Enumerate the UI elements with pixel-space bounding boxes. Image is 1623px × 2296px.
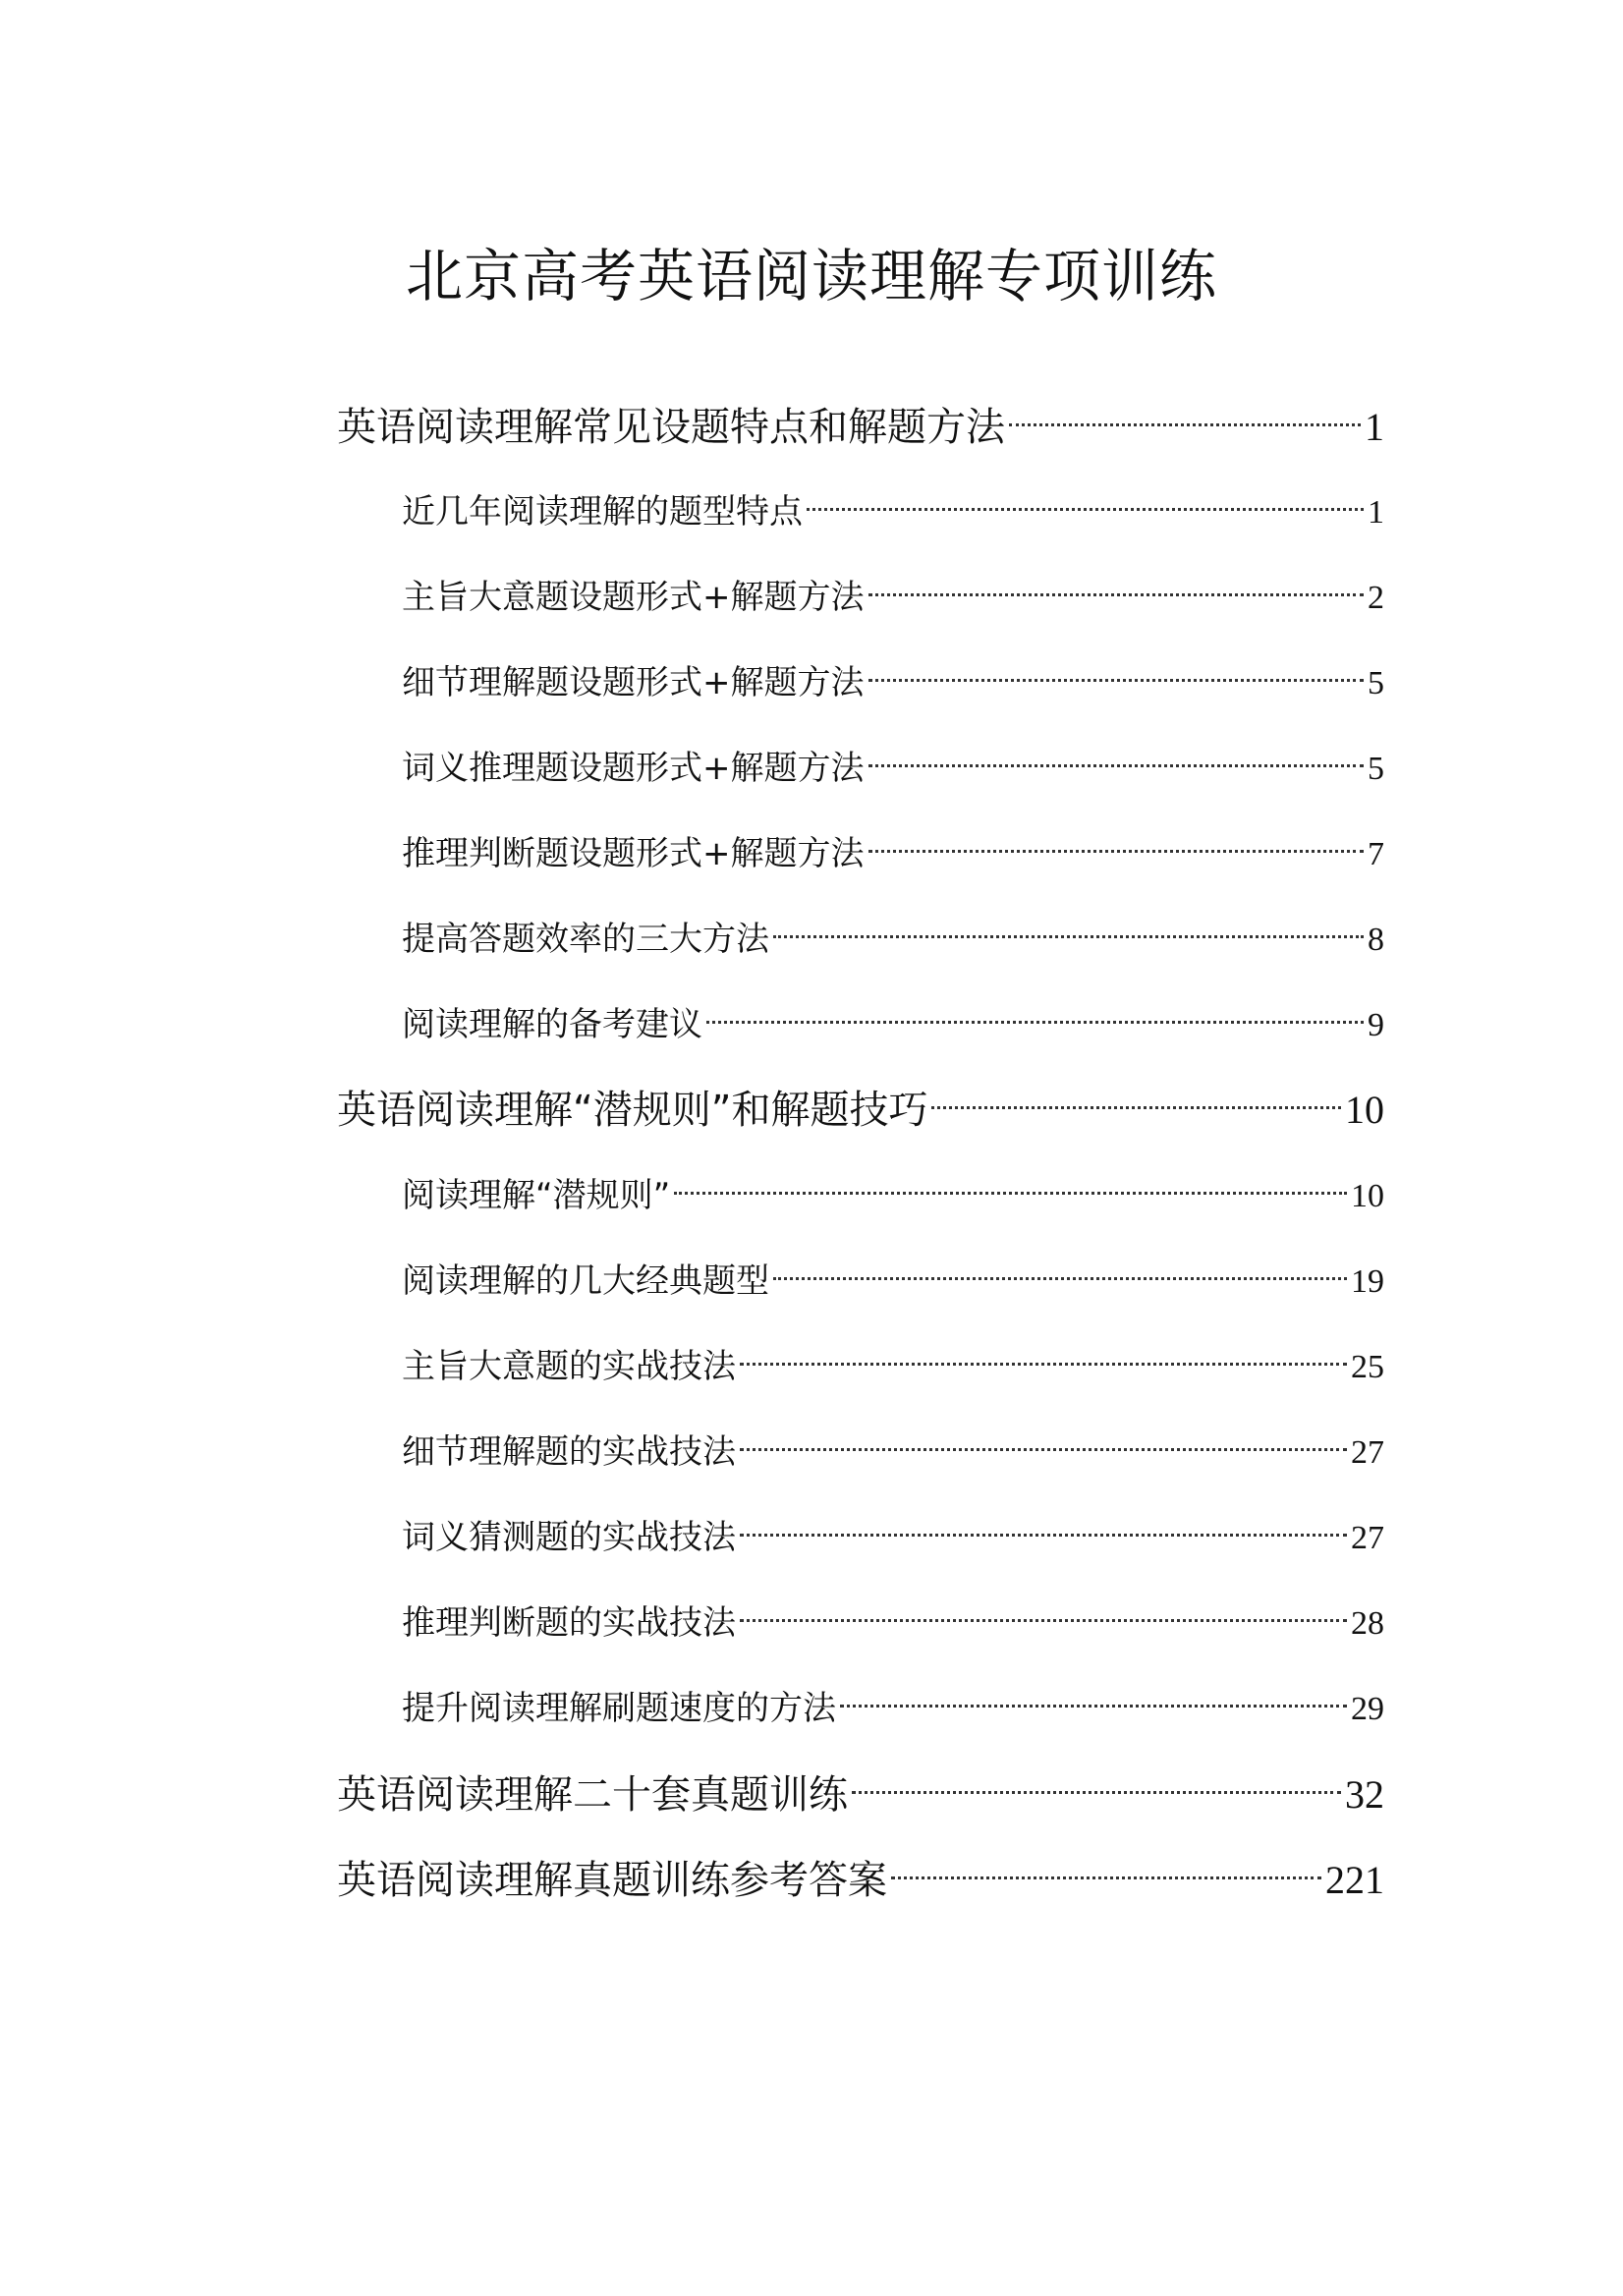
toc-dot-leader (740, 1414, 1347, 1463)
toc-page-number: 221 (1325, 1858, 1384, 1902)
toc-dot-leader (740, 1499, 1347, 1548)
toc-entry-subsection[interactable] (402, 1670, 1384, 1728)
toc-dot-leader (891, 1838, 1321, 1893)
toc-page-number: 28 (1351, 1605, 1384, 1642)
toc-entry-subsection[interactable] (402, 815, 1384, 873)
toc-entry-title: 英语阅读理解常见设题特点和解题方法 (337, 405, 1005, 450)
toc-entry-title: 近几年阅读理解的题型特点 (402, 492, 803, 532)
toc-entry-subsection[interactable] (402, 1585, 1384, 1643)
toc-entry-title: 推理判断题的实战技法 (402, 1603, 736, 1643)
toc-dot-leader (840, 1670, 1347, 1719)
toc-entry-title: 细节理解题设题形式+解题方法 (402, 663, 865, 702)
toc-entry-title: 提升阅读理解刷题速度的方法 (402, 1689, 836, 1728)
toc-entry-section[interactable] (337, 1753, 1384, 1818)
toc-entry-subsection[interactable] (402, 1328, 1384, 1386)
toc-dot-leader (931, 1068, 1341, 1123)
toc-dot-leader (674, 1157, 1347, 1206)
toc-dot-leader (1009, 385, 1361, 440)
toc-page-number: 1 (1368, 494, 1384, 531)
toc-entry-title: 提高答题效率的三大方法 (402, 920, 769, 959)
toc-entry-section[interactable] (337, 1068, 1384, 1133)
toc-page-number: 9 (1368, 1007, 1384, 1043)
toc-entry-subsection[interactable] (402, 901, 1384, 959)
toc-dot-leader (807, 474, 1364, 523)
toc-entry-section[interactable] (337, 385, 1384, 450)
toc-entry-subsection[interactable] (402, 1243, 1384, 1301)
toc-entry-title: 阅读理解“潜规则” (402, 1176, 671, 1215)
document-title: 北京高考英语阅读理解专项训练 (405, 243, 1217, 309)
toc-entry-title: 词义推理题设题形式+解题方法 (402, 749, 865, 788)
toc-dot-leader (868, 815, 1365, 865)
toc-page-number: 8 (1368, 922, 1384, 958)
toc-page-number: 5 (1368, 665, 1384, 701)
toc-page-number: 5 (1368, 751, 1384, 787)
toc-entry-subsection[interactable] (402, 474, 1384, 532)
toc-entry-title: 主旨大意题设题形式+解题方法 (402, 578, 865, 617)
toc-entry-subsection[interactable] (402, 1499, 1384, 1557)
toc-dot-leader (868, 559, 1365, 608)
toc-page-number: 10 (1351, 1178, 1384, 1214)
toc-dot-leader (868, 730, 1365, 779)
toc-entry-subsection[interactable] (402, 644, 1384, 702)
toc-entry-subsection[interactable] (402, 730, 1384, 788)
toc-entry-section[interactable] (337, 1838, 1384, 1903)
toc-entry-title: 英语阅读理解二十套真题训练 (337, 1772, 848, 1818)
toc-entry-title: 推理判断题设题形式+解题方法 (402, 834, 865, 873)
toc-dot-leader (773, 1243, 1347, 1292)
toc-entry-subsection[interactable] (402, 1414, 1384, 1472)
toc-page-number: 7 (1368, 836, 1384, 872)
toc-entry-title: 阅读理解的几大经典题型 (402, 1261, 769, 1301)
toc-entry-title: 英语阅读理解“潜规则”和解题技巧 (337, 1088, 928, 1133)
toc-entry-title: 主旨大意题的实战技法 (402, 1347, 736, 1386)
toc-entry-subsection[interactable] (402, 986, 1384, 1044)
toc-page-number: 29 (1351, 1691, 1384, 1727)
toc-entry-subsection[interactable] (402, 559, 1384, 617)
table-of-contents (337, 0, 1384, 2296)
toc-entry-title: 阅读理解的备考建议 (402, 1005, 702, 1044)
toc-page-number: 27 (1351, 1520, 1384, 1556)
toc-dot-leader (740, 1585, 1347, 1634)
toc-dot-leader (773, 901, 1364, 950)
toc-page-number: 27 (1351, 1434, 1384, 1471)
toc-dot-leader (868, 644, 1365, 694)
toc-page-number: 10 (1345, 1088, 1384, 1132)
toc-entry-title: 词义猜测题的实战技法 (402, 1518, 736, 1557)
toc-page-number: 2 (1368, 580, 1384, 616)
toc-entry-title: 英语阅读理解真题训练参考答案 (337, 1858, 887, 1903)
toc-entry-subsection[interactable] (402, 1157, 1384, 1215)
toc-page-number: 32 (1345, 1772, 1384, 1817)
toc-dot-leader (852, 1753, 1341, 1808)
toc-page-number: 25 (1351, 1349, 1384, 1385)
toc-dot-leader (706, 986, 1364, 1036)
toc-entry-title: 细节理解题的实战技法 (402, 1432, 736, 1472)
toc-page-number: 1 (1365, 405, 1384, 449)
toc-dot-leader (740, 1328, 1347, 1377)
toc-page-number: 19 (1351, 1263, 1384, 1300)
